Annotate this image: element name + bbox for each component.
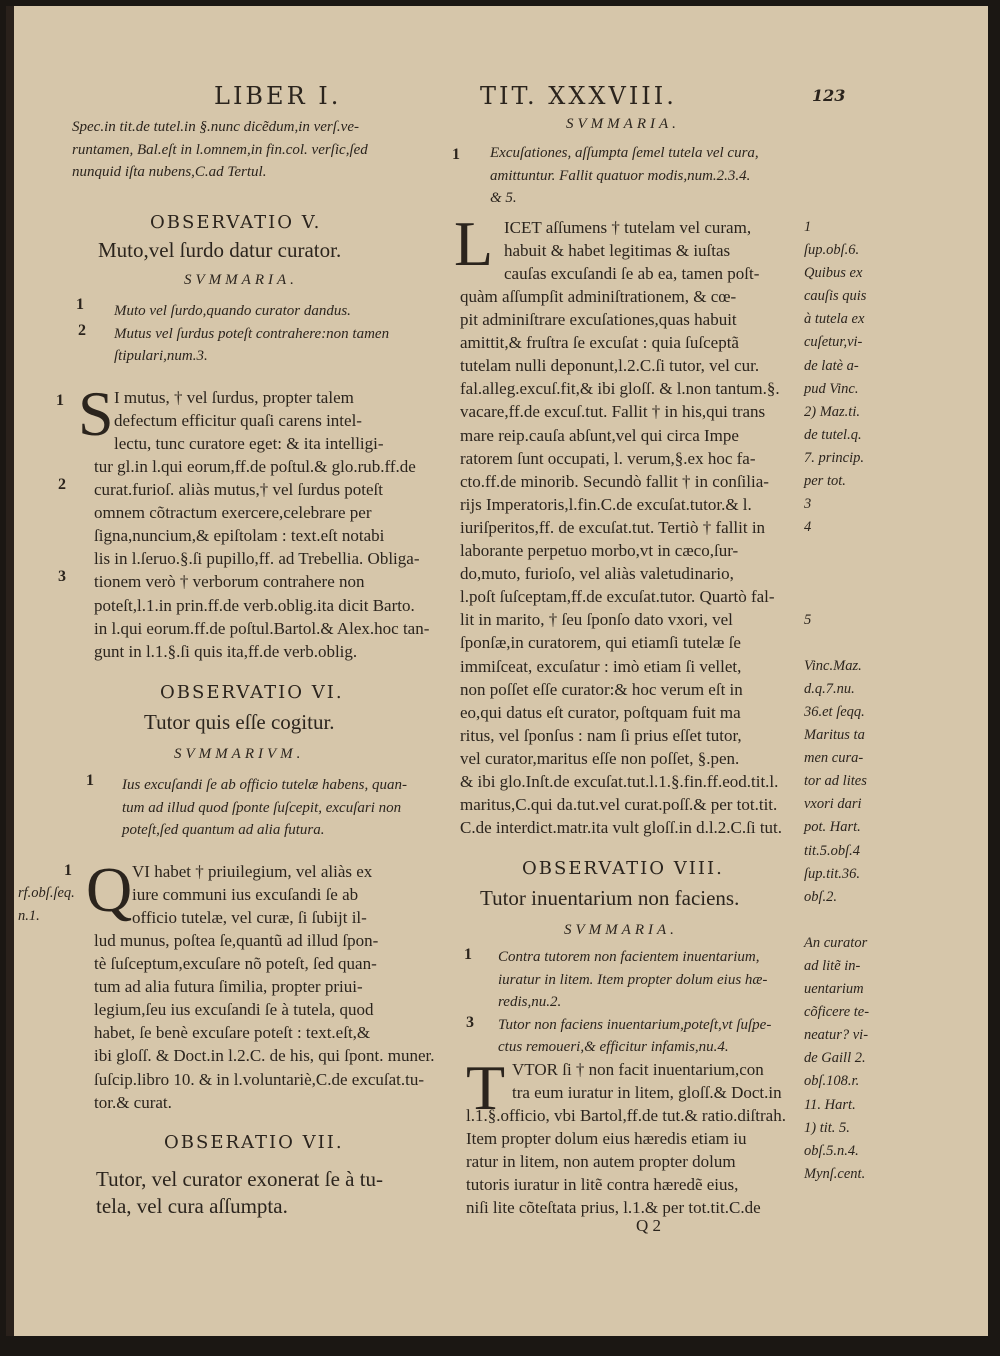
margin-note-line: men cura-	[804, 750, 864, 767]
summary-number: 1	[86, 772, 94, 789]
margin-note-line: ſup.obſ.6.	[804, 242, 860, 259]
margin-number: 2	[58, 476, 66, 493]
page-number: 123	[812, 86, 846, 105]
text-line: ſigna,nuncium,& epiſtolam : text.eſt notabi	[94, 526, 385, 546]
margin-note-line: 5	[804, 611, 812, 628]
margin-note-line: ſup.tit.36.	[804, 865, 860, 882]
margin-number: 3	[58, 568, 66, 585]
text-line: tutoris iuratur in litẽ contra hæredẽ eius,	[466, 1175, 739, 1195]
margin-note-line: d.q.7.nu.	[804, 680, 855, 697]
text-line: vacare,ff.de excuſ.tut. Fallit † in his,qui trans	[460, 402, 766, 422]
margin-note-line: de latè a-	[804, 357, 859, 374]
text-line: amittit,& fruſtra ſe excuſat : quia ſuſceptã	[460, 333, 739, 353]
margin-note-line: de tutel.q.	[804, 426, 862, 443]
text-line: cto.ff.de minorib. Secundò fallit † in conſilia-	[460, 471, 769, 491]
text-line: habuit & habet legitimas & iuſtas	[504, 241, 731, 261]
margin-note-line: 11. Hart.	[804, 1096, 856, 1113]
margin-note-line: ad litẽ in-	[804, 958, 861, 974]
text-line: maritus,C.qui da.tut.vel curat.poſſ.& per tot.tit.	[460, 795, 778, 815]
margin-note-line: An curator	[804, 934, 868, 951]
margin-note-line	[804, 586, 869, 609]
text-line: iure communi ius excuſandi ſe ab	[132, 885, 359, 905]
text-line: tionem verò † verborum contrahere non	[94, 572, 365, 592]
summary-line: redis,nu.2.	[498, 994, 562, 1010]
margin-note-line: 36.et ſeqq.	[804, 703, 865, 720]
margin-note-line: cõficere te-	[804, 1004, 870, 1021]
drop-cap-l: L	[454, 208, 494, 279]
text-line: VI habet † priuilegium, vel aliàs ex	[132, 862, 373, 881]
summary-line: Excuſationes, aſſumpta ſemel tutela vel cura,	[490, 145, 759, 161]
margin-note-line: 4	[804, 519, 812, 536]
text-line: quàm aſſumpſit adminiſtrationem, & cœ-	[460, 287, 737, 306]
left-margin-note	[18, 882, 75, 928]
margin-number: 1	[56, 392, 64, 409]
text-line: l.1.§.officio, vbi Bartol,ff.de tut.& ratio.diſtrah.	[466, 1106, 786, 1125]
margin-note-line: neatur? vi-	[804, 1027, 869, 1044]
text-line: curat.furioſ. aliàs mutus,† vel ſurdus poteſt	[94, 480, 383, 500]
summary-number: 1	[464, 946, 472, 963]
scanned-page	[6, 6, 988, 1336]
text-line: in l.qui eorum.ff.de poſtul.Bartol.& Alex.hoc tan-	[94, 618, 430, 638]
margin-note-line: Maritus ta	[804, 727, 865, 744]
observation-vi-summarium-label: SVMMARIVM.	[174, 746, 305, 762]
left-top-citation	[72, 116, 368, 184]
text-line: l.poſt ſuſceptam,ff.de excuſat.tutor. Quartò fal-	[460, 587, 775, 607]
observation-vii-title	[96, 1166, 383, 1220]
text-line: ratur in litem, non autem propter dolum	[466, 1152, 736, 1172]
observation-vii-summary	[490, 142, 759, 210]
margin-note-line: à tutela ex	[804, 311, 865, 328]
text-line: & ibi glo.Inſt.de excuſat.tut.l.1.§.fin.ff.eod.tit.l.	[460, 771, 779, 791]
margin-note-line	[804, 562, 869, 585]
summary-number: 3	[466, 1014, 474, 1031]
text-line: gunt in l.1.§.ſi quis ita,ff.de verb.oblig.	[94, 641, 358, 661]
summary-line: ſtipulari,num.3.	[114, 348, 208, 364]
text-line: tutelam nulli deponunt,l.2.C.ſi tutor, vel cur.	[460, 356, 760, 376]
text-line: lis in l.ſeruo.§.ſi pupillo,ff. ad Trebellia. Obliga-	[94, 549, 420, 569]
summary-number: 1	[452, 146, 460, 163]
margin-note-line: rf.obſ.ſeq.	[18, 885, 75, 901]
text-line: officio tutelæ, vel curæ, ſi ſubijt il-	[132, 908, 367, 928]
summary-line: ctus remoueri,& efficitur infamis,nu.4.	[498, 1039, 729, 1055]
text-line: vel curator,maritus eſſe non poſſet, §.pen.	[460, 748, 740, 768]
text-line: lectu, tunc curatore eget: & ita intelligi-	[114, 434, 384, 454]
observation-vi-summary	[122, 774, 407, 842]
margin-note-line: vxori dari	[804, 796, 862, 813]
signature-mark: Q 2	[636, 1216, 662, 1235]
observation-v-heading: OBSERVATIO V.	[150, 212, 322, 233]
summary-line: poteſt,ſed quantum ad alia futura.	[122, 822, 325, 838]
observation-vi-title: Tutor quis eſſe cogitur.	[144, 710, 335, 734]
margin-note-line: obſ.2.	[804, 888, 838, 905]
margin-note-line: pot. Hart.	[804, 819, 861, 836]
observation-viii-text-indented	[512, 1058, 782, 1104]
text-line: VTOR ſi † non facit inuentarium,con	[512, 1060, 764, 1079]
text-line: tor.& curat.	[94, 1092, 172, 1112]
summary-number: 1	[76, 296, 84, 313]
observation-viii-text	[466, 1104, 786, 1219]
summary-line: tum ad illud quod ſponte ſuſcepit, excuſari non	[122, 799, 402, 816]
citation-line: Spec.in tit.de tutel.in §.nunc dicẽdum,in verſ.ve-	[72, 119, 359, 135]
drop-cap-t: T	[466, 1052, 506, 1123]
text-line: cauſas excuſandi ſe ab ea, tamen poſt-	[504, 264, 760, 284]
text-line: ICET aſſumens † tutelam vel curam,	[504, 218, 752, 237]
summary-line: & 5.	[490, 190, 517, 206]
summary-line: iuratur in litem. Item propter dolum eius hæ-	[498, 971, 768, 988]
margin-note-line	[804, 632, 869, 655]
text-line: tur gl.in l.qui eorum,ff.de poſtul.& glo.rub.ff.de	[94, 457, 416, 476]
observation-viii-summary	[498, 946, 771, 1059]
text-line: omnem cõtractum exercere,celebrare per	[94, 503, 372, 523]
observation-vi-text	[94, 929, 434, 1114]
margin-note-line: Vinc.Maz.	[804, 657, 862, 674]
summary-line: Muto vel ſurdo,quando curator dandus.	[114, 303, 351, 319]
text-line: rijs Imperatoris,l.fin.C.de excuſat.tutor.& l.	[460, 494, 752, 514]
citation-line: runtamen, Bal.eſt in l.omnem,in fin.col. verſic,ſed	[72, 141, 368, 158]
text-line: immiſceat, excuſatur : imò etiam ſi vellet,	[460, 656, 742, 676]
margin-note-line: Quibus ex	[804, 265, 863, 282]
text-line: C.de interdict.matr.ita vult gloſſ.in d.l.2.C.ſi tut.	[460, 818, 783, 838]
margin-note-line: tor ad lites	[804, 773, 867, 790]
margin-note-line: cuſetur,vi-	[804, 334, 863, 351]
summary-line: Mutus vel ſurdus poteſt contrahere:non tamen	[114, 325, 390, 342]
margin-note-line: Mynſ.cent.	[804, 1165, 866, 1182]
margin-note-line: 3	[804, 496, 812, 513]
running-head-right: TIT. XXXVIII.	[480, 82, 677, 110]
text-line: ſponſæ,in curatorem, qui etiamſi tutelæ ſe	[460, 633, 741, 653]
running-head-left: LIBER I.	[214, 82, 342, 110]
text-line: ratorem ſunt occupati, l. verum,§.ex hoc fa-	[460, 448, 756, 468]
observation-vi-heading: OBSERVATIO VI.	[160, 682, 344, 703]
summary-line: Contra tutorem non facientem inuentarium,	[498, 949, 760, 965]
drop-cap-q: Q	[86, 854, 133, 925]
observation-v-title: Muto,vel ſurdo datur curator.	[98, 238, 342, 262]
text-line: ibi gloſſ. & Doct.in l.2.C. de his, qui ſpont. muner.	[94, 1046, 435, 1066]
text-line: legium,ſeu ius excuſandi ſe à tutela, quod	[94, 1000, 374, 1020]
right-margin-notes	[804, 216, 869, 1186]
text-line: ritus, vel ſponſus : nam ſi prius eſſet tutor,	[460, 725, 742, 745]
margin-note-line: tit.5.obſ.4	[804, 842, 860, 859]
margin-note-line: 2) Maz.ti.	[804, 403, 860, 420]
observation-vii-summaria-label: SVMMARIA.	[566, 116, 680, 132]
margin-number: 1	[64, 862, 72, 879]
text-line: Item propter dolum eius hæredis etiam iu	[466, 1129, 747, 1149]
observation-vii-heading: OBSERATIO VII.	[164, 1132, 344, 1153]
margin-note-line: obſ.5.n.4.	[804, 1142, 859, 1159]
text-line: non poſſet eſſe curator:& hoc verum eſt in	[460, 679, 743, 699]
summary-line: Tutor non faciens inuentarium,poteſt,vt ſuſpe-	[498, 1016, 772, 1033]
margin-note-line	[804, 909, 869, 932]
observation-vi-text-indented	[132, 860, 372, 929]
summary-number: 2	[78, 322, 86, 339]
text-line: lud munus, poſtea ſe,quantũ ad illud ſpon-	[94, 931, 379, 950]
summary-line: Ius excuſandi ſe ab officio tutelæ habens, quan-	[122, 777, 407, 793]
observation-v-summaria-label: SVMMARIA.	[184, 272, 298, 288]
margin-note-line: uentarium	[804, 981, 864, 998]
text-line: iuriſperitos,ff. de excuſat.tut. Tertiò † fallit in	[460, 517, 766, 537]
text-line: ſuſcip.libro 10. & in l.voluntariè,C.de excuſat.tu-	[94, 1069, 425, 1089]
observation-viii-title: Tutor inuentarium non faciens.	[480, 886, 740, 910]
text-line: niſi lite cõteſtata prius, l.1.& per tot.tit.C.de	[466, 1198, 761, 1218]
text-line: lit in marito, † ſeu ſponſo dato vxori, vel	[460, 610, 733, 630]
margin-note-line: obſ.108.r.	[804, 1073, 860, 1090]
observation-v-summary	[114, 300, 389, 368]
citation-line: nunquid iſta nubens,C.ad Tertul.	[72, 164, 267, 180]
text-line: I mutus, † vel ſurdus, propter talem	[114, 388, 354, 407]
observation-vii-text-indented	[504, 216, 759, 285]
margin-note-line: 1) tit. 5.	[804, 1119, 850, 1136]
margin-note-line: pud Vinc.	[804, 380, 859, 397]
text-line: fal.alleg.excuſ.fit,& ibi gloſſ. & l.non tantum.§.	[460, 379, 780, 399]
summary-line: amittuntur. Fallit quatuor modis,num.2.3.4.	[490, 167, 751, 184]
observation-v-text	[94, 455, 429, 663]
margin-note-line: de Gaill 2.	[804, 1050, 866, 1067]
title-line: tela, vel cura aſſumpta.	[96, 1194, 288, 1218]
text-line: tum ad alia futura ſimilia, propter priui-	[94, 977, 363, 997]
drop-cap-s: S	[78, 378, 114, 449]
text-line: tra eum iuratur in litem, gloſſ.& Doct.in	[512, 1083, 782, 1103]
text-line: laborante perpetuo morbo,vt in cæco,ſur-	[460, 541, 739, 561]
text-line: tè ſuſceptum,excuſare nõ poteſt, ſed quan-	[94, 954, 377, 974]
margin-note-line: 7. princip.	[804, 449, 865, 466]
margin-note-line: cauſis quis	[804, 288, 867, 305]
observation-viii-heading: OBSERVATIO VIII.	[522, 858, 724, 879]
observation-vii-text	[460, 285, 782, 839]
text-line: defectum efficitur quaſi carens intel-	[114, 411, 362, 431]
margin-note-line: 1	[804, 219, 812, 235]
observation-v-text-indented	[114, 386, 384, 455]
margin-note-line: per tot.	[804, 473, 846, 490]
text-line: pit adminiſtrare excuſationes,quas habuit	[460, 310, 737, 330]
title-line: Tutor, vel curator exonerat ſe à tu-	[96, 1167, 384, 1191]
text-line: poteſt,l.1.in prin.ff.de verb.oblig.ita dicit Barto.	[94, 595, 415, 615]
observation-viii-summaria-label: SVMMARIA.	[564, 922, 678, 938]
text-line: mare reip.cauſa abſunt,vel qui circa Impe	[460, 425, 739, 445]
margin-note-line: n.1.	[18, 908, 40, 925]
text-line: eo,qui datus eſt curator, poſtquam fuit ma	[460, 702, 741, 722]
text-line: habet, ſe benè excuſare poteſt : text.eſt,&	[94, 1023, 371, 1043]
margin-note-line	[804, 539, 869, 562]
text-line: do,muto, furioſo, vel aliàs valetudinario,	[460, 564, 734, 584]
